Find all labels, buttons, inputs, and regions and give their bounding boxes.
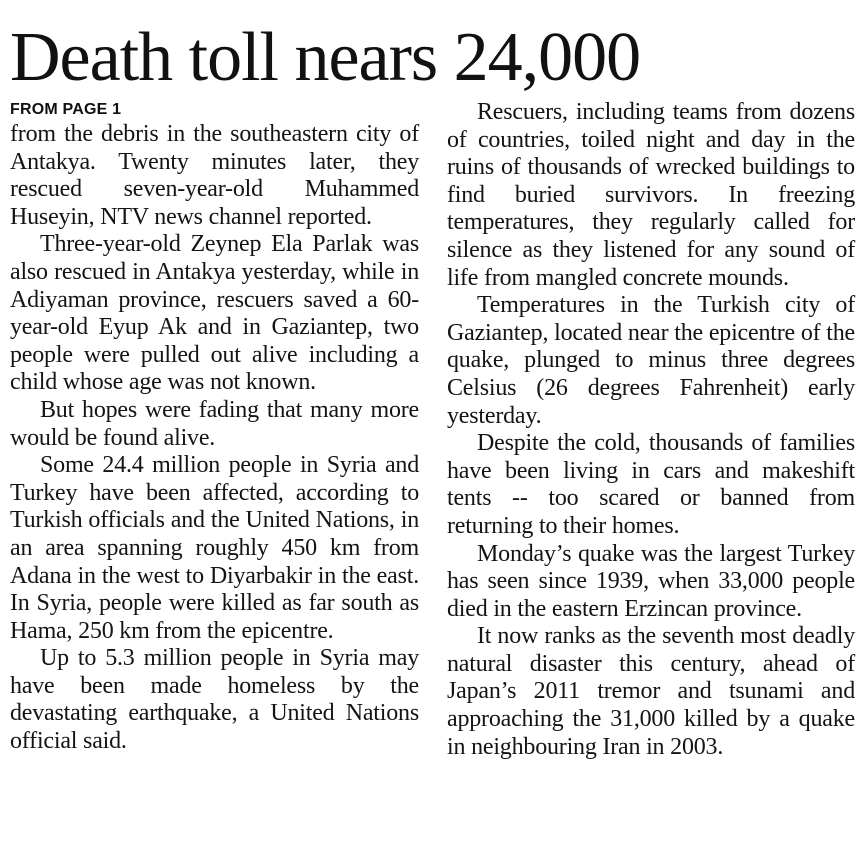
article-paragraph: Three-year-old Zeynep Ela Parlak was also rescued in Antakya yesterday, while in Adiyaman province, rescuers saved a 60-year-old Eyup Ak and in Gaziantep, two people were pulled out alive including a child whose age was not known. <box>10 231 419 396</box>
article-paragraph: Rescuers, including teams from dozens of countries, toiled night and day in the ruins of thousands of wrecked buildings to find buried survivors. In freezing temperatures, they regularly called for silence as they listened for any sound of life from mangled concrete mounds. <box>447 99 855 291</box>
article-paragraph: Some 24.4 million people in Syria and Turkey have been affected, according to Turkish officials and the United Nations, in an area spanning roughly 450 km from Adana in the west to Diyarbakir in the east. In Syria, people were killed as far south as Hama, 250 km from the epicentre. <box>10 452 419 644</box>
article-paragraph: But hopes were fading that many more would be found alive. <box>10 396 419 451</box>
article-paragraph: It now ranks as the seventh most deadly natural disaster this century, ahead of Japan’s 2011 tremor and tsunami and approaching the 31,000 killed by a quake in neighbouring Iran in 2003. <box>447 623 855 760</box>
article-paragraph: Temperatures in the Turkish city of Gaziantep, located near the epicentre of the quake, plunged to minus three degrees Celsius (26 degrees Fahrenheit) early yesterday. <box>447 292 855 429</box>
article-paragraph: Despite the cold, thousands of families have been living in cars and makeshift tents -- too scared or banned from returning to their homes. <box>447 430 855 539</box>
article-paragraph: Up to 5.3 million people in Syria may have been made homeless by the devastating earthquake, a United Nations official said. <box>10 645 419 755</box>
article-column-right <box>447 99 855 761</box>
article-column-left <box>10 99 419 756</box>
continuation-kicker: FROM PAGE 1 <box>10 101 122 118</box>
article-paragraph: Monday’s quake was the largest Turkey has seen since 1939, when 33,000 people died in the eastern Erzincan province. <box>447 540 855 622</box>
headline: Death toll nears 24,000 <box>10 19 641 96</box>
article-paragraph: from the debris in the southeastern city of Antakya. Twenty minutes later, they rescued seven-year-old Muhammed Huseyin, NTV news channel reported. <box>10 121 419 230</box>
